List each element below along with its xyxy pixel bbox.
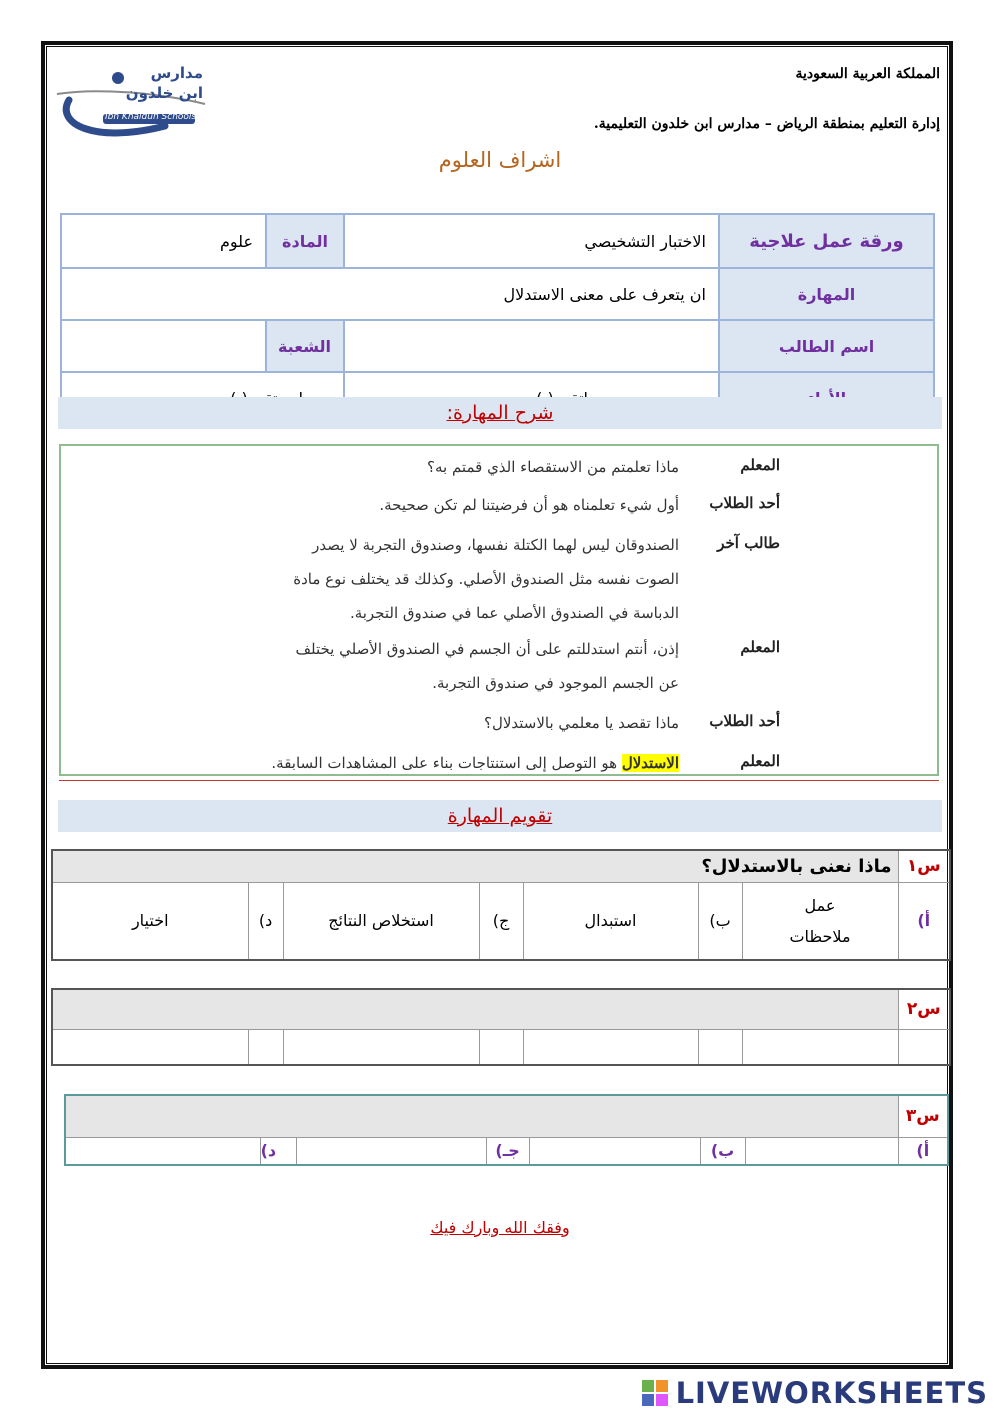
- option-cell[interactable]: [523, 1029, 698, 1065]
- option-cell[interactable]: [742, 1029, 898, 1065]
- brand-text: LIVEWORKSHEETS: [675, 1376, 988, 1410]
- worksheet-info-table: [60, 213, 935, 425]
- dialog-line: عن الجسم الموجود في صندوق التجربة.: [432, 674, 679, 692]
- question-3-number: س٣: [898, 1095, 948, 1137]
- option-cell[interactable]: [52, 1029, 248, 1065]
- dialog-speaker: طالب آخر: [717, 534, 780, 552]
- question-2-number: س٢: [898, 989, 950, 1029]
- brand-grid-icon: [642, 1380, 668, 1406]
- question-2-table: [51, 988, 951, 1066]
- supervision-title: اشراف العلوم: [438, 148, 562, 172]
- school-logo: [55, 64, 215, 144]
- question-1-text: ماذا نعنى بالاستدلال؟: [52, 850, 898, 882]
- option-b-choice[interactable]: [529, 1137, 700, 1165]
- dialog-line: الصندوقان ليس لهما الكتلة نفسها، وصندوق التجربة لا يصدر: [312, 536, 679, 554]
- dialog-line: ماذا تعلمتم من الاستقصاء الذي قمتم به؟: [427, 458, 679, 476]
- option-a-text-line-1: عمل: [804, 895, 836, 915]
- explanation-title: شرح المهارة:: [446, 402, 554, 424]
- option-cell[interactable]: [479, 1029, 523, 1065]
- section-field[interactable]: [61, 320, 266, 372]
- kingdom-title: المملكة العربية السعودية: [795, 66, 940, 82]
- dialog-line: الصوت نفسه مثل الصندوق الأصلي. وكذلك قد يختلف نوع مادة: [293, 570, 679, 588]
- explanation-header: [58, 397, 942, 429]
- administration-title: إدارة التعليم بمنطقة الرياض – مدارس ابن خلدون التعليمية.: [593, 116, 940, 132]
- evaluation-title: تقويم المهارة: [447, 805, 553, 827]
- closing-message: وفقك الله وبارك فيك: [430, 1218, 570, 1237]
- dialog-speaker: المعلم: [740, 752, 780, 770]
- logo-text-schools: مدارس: [150, 64, 203, 82]
- option-d-choice[interactable]: [65, 1137, 260, 1165]
- dialog-line: [219, 746, 679, 776]
- dialog-box[interactable]: [59, 444, 939, 776]
- option-c-choice[interactable]: استخلاص النتائج: [283, 882, 479, 960]
- option-b-letter: ب): [700, 1137, 745, 1165]
- option-a-choice[interactable]: [745, 1137, 898, 1165]
- student-name-field[interactable]: [344, 320, 719, 372]
- option-a-choice[interactable]: [742, 882, 898, 960]
- dialog-speaker: المعلم: [740, 638, 780, 656]
- question-1-number: س١: [898, 850, 950, 882]
- dialog-speaker: المعلم: [740, 456, 780, 474]
- logo-text-ibn-khaldun: ابن خلدون: [125, 84, 203, 102]
- liveworksheets-brand[interactable]: [676, 1376, 988, 1410]
- divider-line: [59, 780, 939, 781]
- option-cell[interactable]: [698, 1029, 742, 1065]
- skill-value: ان يتعرف على معنى الاستدلال: [61, 268, 719, 320]
- highlighted-term: الاستدلال: [621, 754, 679, 772]
- dialog-line-rest: هو التوصل إلى استنتاجات بناء على المشاهدات السابقة.: [271, 754, 622, 772]
- option-a-letter: أ): [898, 1137, 948, 1165]
- option-d-choice[interactable]: اختيار: [52, 882, 248, 960]
- option-cell[interactable]: [248, 1029, 283, 1065]
- dialog-speaker: أحد الطلاب: [709, 494, 780, 512]
- logo-text-english: Ibn Khaldun Schools: [105, 112, 197, 122]
- question-1-table: [51, 849, 951, 961]
- option-b-choice[interactable]: استبدال: [523, 882, 698, 960]
- question-3-text[interactable]: [65, 1095, 898, 1137]
- evaluation-header: [58, 800, 942, 832]
- dialog-line: الدباسة في الصندوق الأصلي عما في صندوق التجربة.: [349, 604, 679, 622]
- dialog-speaker: أحد الطلاب: [709, 712, 780, 730]
- student-name-label: اسم الطالب: [719, 320, 934, 372]
- question-2-text[interactable]: [52, 989, 898, 1029]
- option-cell[interactable]: [283, 1029, 479, 1065]
- subject-value: علوم: [61, 214, 266, 268]
- section-label: الشعبة: [266, 320, 344, 372]
- skill-label: المهارة: [719, 268, 934, 320]
- option-d-letter: د): [248, 882, 283, 960]
- option-c-letter: جـ): [486, 1137, 529, 1165]
- worksheet-label: ورقة عمل علاجية: [719, 214, 934, 268]
- dialog-line: إذن، أنتم استدللتم على أن الجسم في الصندوق الأصلي يختلف: [295, 640, 679, 658]
- option-c-choice[interactable]: [296, 1137, 486, 1165]
- option-cell[interactable]: [898, 1029, 950, 1065]
- dialog-line: ماذا تقصد يا معلمي بالاستدلال؟: [483, 714, 679, 732]
- test-name: الاختبار التشخيصي: [344, 214, 719, 268]
- option-a-text-line-2: ملاحظات: [789, 926, 851, 946]
- option-b-letter: ب): [698, 882, 742, 960]
- option-d-letter: د): [260, 1137, 296, 1165]
- dialog-line: أول شيء تعلمناه هو أن فرضيتنا لم تكن صحيحة.: [379, 496, 679, 514]
- question-3-table: [64, 1094, 949, 1166]
- subject-label: المادة: [266, 214, 344, 268]
- option-a-letter: أ): [898, 882, 950, 960]
- option-c-letter: ج): [479, 882, 523, 960]
